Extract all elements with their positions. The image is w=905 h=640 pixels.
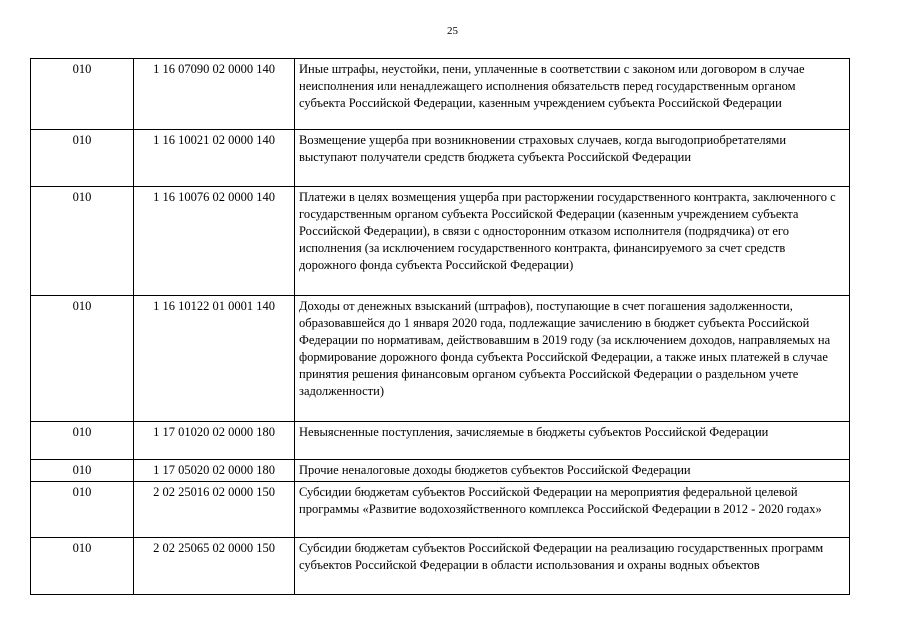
revenue-code-cell: 1 16 07090 02 0000 140	[134, 59, 295, 130]
admin-code-cell: 010	[31, 482, 134, 538]
revenue-code-cell: 1 16 10021 02 0000 140	[134, 130, 295, 187]
table-row	[31, 187, 850, 296]
table-row	[31, 460, 850, 482]
revenue-name-cell: Субсидии бюджетам субъектов Российской Федерации на мероприятия федеральной целевой программы «Развитие водохозяйственного комплекса Российской Федерации в 2012 - 2020 годах»	[295, 482, 850, 538]
table-row	[31, 422, 850, 460]
admin-code-cell: 010	[31, 422, 134, 460]
revenue-codes-table	[30, 58, 850, 595]
revenue-name-cell: Невыясненные поступления, зачисляемые в бюджеты субъектов Российской Федерации	[295, 422, 850, 460]
admin-code-cell: 010	[31, 130, 134, 187]
table-row	[31, 538, 850, 595]
revenue-name-cell: Платежи в целях возмещения ущерба при расторжении государственного контракта, заключенного с государственным органом субъекта Российской Федерации (казенным учреждением субъекта Российской Федерации), в связи с односторонним отказом исполнителя (подрядчика) от его исполнения (за исключением государственного контракта, финансируемого за счет средств дорожного фонда субъекта Российской Федерации)	[295, 187, 850, 296]
admin-code-cell: 010	[31, 538, 134, 595]
revenue-code-cell: 1 16 10122 01 0001 140	[134, 296, 295, 422]
revenue-code-cell: 1 17 05020 02 0000 180	[134, 460, 295, 482]
table-row	[31, 482, 850, 538]
page-number: 25	[447, 25, 458, 37]
revenue-code-cell: 2 02 25016 02 0000 150	[134, 482, 295, 538]
table-row	[31, 59, 850, 130]
revenue-name-cell: Иные штрафы, неустойки, пени, уплаченные в соответствии с законом или договором в случае неисполнения или ненадлежащего исполнения обязательств перед государственным органом субъекта Российской Федерации, казенным учреждением субъекта Российской Федерации	[295, 59, 850, 130]
revenue-code-cell: 1 17 01020 02 0000 180	[134, 422, 295, 460]
revenue-name-cell: Прочие неналоговые доходы бюджетов субъектов Российской Федерации	[295, 460, 850, 482]
admin-code-cell: 010	[31, 296, 134, 422]
revenue-code-cell: 1 16 10076 02 0000 140	[134, 187, 295, 296]
revenue-name-cell: Субсидии бюджетам субъектов Российской Федерации на реализацию государственных программ субъектов Российской Федерации в области использования и охраны водных объектов	[295, 538, 850, 595]
revenue-name-cell: Доходы от денежных взысканий (штрафов), поступающие в счет погашения задолженности, образовавшейся до 1 января 2020 года, подлежащие зачислению в бюджет субъекта Российской Федерации по нормативам, действовавшим в 2019 году (за исключением доходов, направляемых на формирование дорожного фонда субъекта Российской Федерации, а также иных платежей в случае принятия решения финансовым органом субъекта Российской Федерации о раздельном учете задолженности)	[295, 296, 850, 422]
table-row	[31, 130, 850, 187]
admin-code-cell: 010	[31, 187, 134, 296]
table-row	[31, 296, 850, 422]
admin-code-cell: 010	[31, 460, 134, 482]
revenue-code-cell: 2 02 25065 02 0000 150	[134, 538, 295, 595]
admin-code-cell: 010	[31, 59, 134, 130]
revenue-name-cell: Возмещение ущерба при возникновении страховых случаев, когда выгодоприобретателями выступают получатели средств бюджета субъекта Российской Федерации	[295, 130, 850, 187]
